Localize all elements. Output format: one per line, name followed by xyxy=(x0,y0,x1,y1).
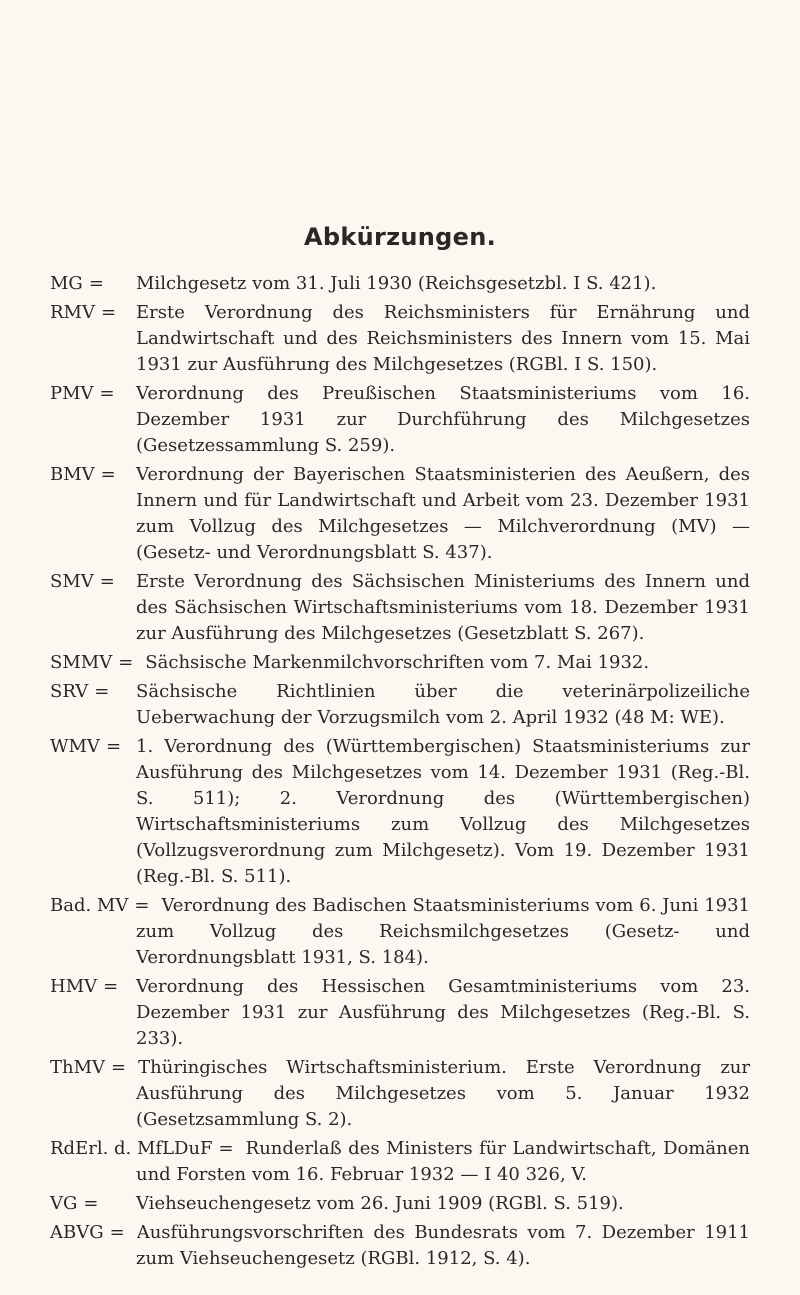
equals-sign: = xyxy=(134,895,150,916)
abbreviation-label: VG xyxy=(50,1193,78,1214)
abbreviation-entry xyxy=(50,974,750,1052)
abbreviation-definition xyxy=(136,569,750,647)
abbreviation-term xyxy=(50,1055,138,1081)
abbreviation-entry xyxy=(50,271,750,297)
abbreviation-definition xyxy=(136,650,750,676)
abbreviation-term xyxy=(50,1220,137,1246)
abbreviation-definition xyxy=(136,734,750,890)
abbreviation-term xyxy=(50,734,133,760)
page-title: Abkürzungen. xyxy=(303,223,497,251)
abbreviation-entry xyxy=(50,1191,750,1217)
abbreviation-term xyxy=(50,1136,246,1162)
abbreviation-entry xyxy=(50,679,750,731)
abbreviation-definition xyxy=(136,1220,750,1272)
definition-text: Verordnung des Hessischen Gesamtministeriums vom 23. Dezember 1931 zur Ausführung des Milchgesetzes (Reg.-Bl. S. 233). xyxy=(136,976,750,1049)
equals-sign: = xyxy=(218,1138,234,1159)
abbreviation-entry xyxy=(50,300,750,378)
equals-sign: = xyxy=(99,383,115,404)
abbreviation-label: ABVG xyxy=(50,1222,104,1243)
equals-sign: = xyxy=(100,302,117,323)
definition-text: Ausführungsvorschriften des Bundesrats vom 7. Dezember 1911 zum Viehseuchengesetz (RGBl. 1912, S. 4). xyxy=(136,1222,750,1269)
abbreviation-term xyxy=(50,462,128,488)
abbreviation-label: SRV xyxy=(50,681,89,702)
abbreviation-definition xyxy=(136,271,750,297)
definition-text: Viehseuchengesetz vom 26. Juni 1909 (RGBl. S. 519). xyxy=(136,1193,624,1214)
definition-text: Runderlaß des Ministers für Landwirtschaft, Domänen und Forsten vom 16. Februar 1932 — I 40 326, V. xyxy=(136,1138,750,1185)
abbreviation-label: SMMV xyxy=(50,652,113,673)
abbreviation-label: MG xyxy=(50,273,83,294)
definition-text: Sächsische Richtlinien über die veterinärpolizeiliche Ueberwachung der Vorzugsmilch vom 2. April 1932 (48 M: WE). xyxy=(136,681,750,728)
abbreviation-entry xyxy=(50,734,750,890)
abbreviation-definition xyxy=(136,974,750,1052)
abbreviation-term xyxy=(50,974,130,1000)
abbreviation-term xyxy=(50,271,116,297)
abbreviation-list xyxy=(50,271,750,1275)
abbreviation-label: RMV xyxy=(50,302,95,323)
definition-text: Milchgesetz vom 31. Juli 1930 (Reichsgesetzbl. I S. 421). xyxy=(136,273,657,294)
abbreviation-term xyxy=(50,679,121,705)
abbreviation-term xyxy=(50,300,128,326)
definition-text: Verordnung der Bayerischen Staatsministerien des Aeußern, des Innern und für Landwirtschaft und Arbeit vom 23. Dezember 1931 zum Vollzug des Milchgesetzes — Milchverordnung (MV) — (Gesetz- und Verordnungsblatt S. 437). xyxy=(136,464,750,563)
equals-sign: = xyxy=(88,273,104,294)
equals-sign: = xyxy=(83,1193,99,1214)
abbreviation-label: PMV xyxy=(50,383,94,404)
abbreviation-entry xyxy=(50,462,750,566)
abbreviation-definition xyxy=(136,300,750,378)
equals-sign: = xyxy=(94,681,110,702)
abbreviation-label: Bad. MV xyxy=(50,895,129,916)
equals-sign: = xyxy=(118,652,134,673)
abbreviation-definition xyxy=(136,679,750,731)
abbreviation-definition xyxy=(136,1055,750,1133)
abbreviation-entry xyxy=(50,381,750,459)
abbreviation-definition xyxy=(136,462,750,566)
abbreviation-term xyxy=(50,893,161,919)
abbreviation-term xyxy=(50,381,127,407)
definition-text: 1. Verordnung des (Württembergischen) Staatsministeriums zur Ausführung des Milchgesetzes vom 14. Dezember 1931 (Reg.-Bl. S. 511); 2. Verordnung des (Württembergischen) Wirtschaftsministeriums zum Vollzug des Milchgesetzes (Vollzugsverordnung zum Milchgesetz). Vom 19. Dezember 1931 (Reg.-Bl. S. 511). xyxy=(136,736,750,887)
abbreviation-label: ThMV xyxy=(50,1057,106,1078)
definition-text: Erste Verordnung des Reichsministers für Ernährung und Landwirtschaft und des Reichsministers des Innern vom 15. Mai 1931 zur Ausführung des Milchgesetzes (RGBl. I S. 150). xyxy=(136,302,750,375)
abbreviation-entry xyxy=(50,1055,750,1133)
abbreviation-label: RdErl. d. MfLDuF xyxy=(50,1138,213,1159)
equals-sign: = xyxy=(103,976,119,997)
abbreviation-definition xyxy=(136,1191,750,1217)
abbreviation-entry xyxy=(50,1136,750,1188)
abbreviation-entry xyxy=(50,893,750,971)
abbreviation-definition xyxy=(136,381,750,459)
definition-text: Sächsische Markenmilchvorschriften vom 7. Mai 1932. xyxy=(145,652,650,673)
abbreviation-term xyxy=(50,569,127,595)
abbreviation-term xyxy=(50,1191,110,1217)
abbreviation-entry xyxy=(50,650,750,676)
equals-sign: = xyxy=(109,1222,125,1243)
equals-sign: = xyxy=(99,571,115,592)
abbreviation-entry xyxy=(50,1220,750,1272)
abbreviation-label: WMV xyxy=(50,736,100,757)
abbreviation-label: HMV xyxy=(50,976,98,997)
abbreviation-definition xyxy=(136,893,750,971)
abbreviation-label: SMV xyxy=(50,571,94,592)
definition-text: Thüringisches Wirtschaftsministerium. Erste Verordnung zur Ausführung des Milchgesetzes vom 5. Januar 1932 (Gesetzsammlung S. 2). xyxy=(136,1057,750,1130)
equals-sign: = xyxy=(105,736,122,757)
equals-sign: = xyxy=(111,1057,127,1078)
definition-text: Erste Verordnung des Sächsischen Ministeriums des Innern und des Sächsischen Wirtschaftsministeriums vom 18. Dezember 1931 zur Ausführung des Milchgesetzes (Gesetzblatt S. 267). xyxy=(136,571,750,644)
abbreviation-term xyxy=(50,650,145,676)
abbreviation-entry xyxy=(50,569,750,647)
definition-text: Verordnung des Badischen Staatsministeriums vom 6. Juni 1931 zum Vollzug des Reichsmilchgesetzes (Gesetz- und Verordnungsblatt 1931, S. 184). xyxy=(136,895,750,968)
abbreviation-label: BMV xyxy=(50,464,95,485)
definition-text: Verordnung des Preußischen Staatsministeriums vom 16. Dezember 1931 zur Durchführung des Milchgesetzes (Gesetzessammlung S. 259). xyxy=(136,383,750,456)
equals-sign: = xyxy=(100,464,116,485)
